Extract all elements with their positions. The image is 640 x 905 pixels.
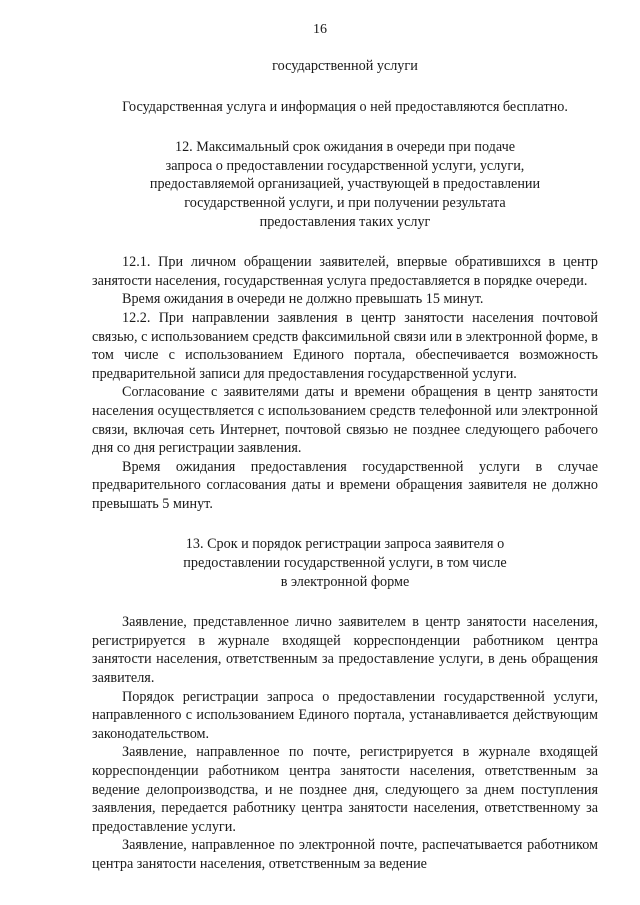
paragraph-date-agreement: Согласование с заявителями даты и времени обращения в центр занятости населения осуществляется с использованием средств телефонной или электронной связи, включая сеть Интернет, почтовой связью не позднее следующего рабочего дня со дня регистрации заявления. — [92, 384, 598, 457]
heading-line: в электронной форме — [280, 573, 410, 590]
heading-line: предоставления таких услуг — [259, 213, 431, 230]
page-number: 16 — [313, 22, 327, 37]
paragraph-postal-application: Заявление, направленное по почте, регистрируется в журнале входящей корреспонденции работником центра занятости населения, ответственным за ведение делопроизводства, и не позднее дня, следующего за днем поступления заявления, передается работнику центра занятости населения, ответственному за предоставление услуги. — [92, 744, 598, 835]
paragraph-email-application: Заявление, направленное по электронной почте, распечатывается работником центра занятости населения, ответственным за ведение — [92, 837, 598, 872]
heading-line: предоставляемой организацией, участвующей в предоставлении — [149, 176, 541, 193]
heading-line: запроса о предоставлении государственной услуги, услуги, — [165, 157, 525, 174]
heading-line: 12. Максимальный срок ожидания в очереди при подаче — [174, 139, 516, 156]
continuation-line: государственной услуги — [272, 58, 418, 74]
paragraph-12-1: 12.1. При личном обращении заявителей, впервые обратившихся в центр занятости населения, государственная услуга предоставляется в порядке очереди. — [92, 254, 598, 289]
paragraph-portal-registration: Порядок регистрации запроса о предоставлении государственной услуги, направленного с использованием Единого портала, устанавливается действующим законодательством. — [92, 688, 598, 742]
page-content — [92, 57, 598, 874]
paragraph-queue-time: Время ожидания в очереди не должно превышать 15 минут. — [122, 291, 484, 308]
paragraph-12-2: 12.2. При направлении заявления в центр занятости населения почтовой связью, с использованием средств факсимильной связи или в электронной форме, в том числе с использованием Единого портала, обеспечивается возможность предварительной записи для предоставления государственной услуги. — [92, 309, 598, 382]
section-12-heading — [92, 138, 598, 231]
heading-line: государственной услуги, и при получении результата — [184, 194, 506, 211]
paragraph-waiting-time: Время ожидания предоставления государственной услуги в случае предварительного согласования даты и времени обращения заявителя не должно превышать 5 минут. — [92, 458, 598, 512]
paragraph-personal-application: Заявление, представленное лично заявителем в центр занятости населения, регистрируется в журнале входящей корреспонденции работником центра занятости населения, ответственным за предоставление услуги, в день обращения заявителя. — [92, 614, 598, 687]
heading-line: предоставлении государственной услуги, в том числе — [183, 555, 507, 572]
free-service-statement: Государственная услуга и информация о ней предоставляются бесплатно. — [122, 98, 568, 115]
section-13-heading — [92, 535, 598, 591]
heading-line: 13. Срок и порядок регистрации запроса заявителя о — [185, 536, 505, 553]
